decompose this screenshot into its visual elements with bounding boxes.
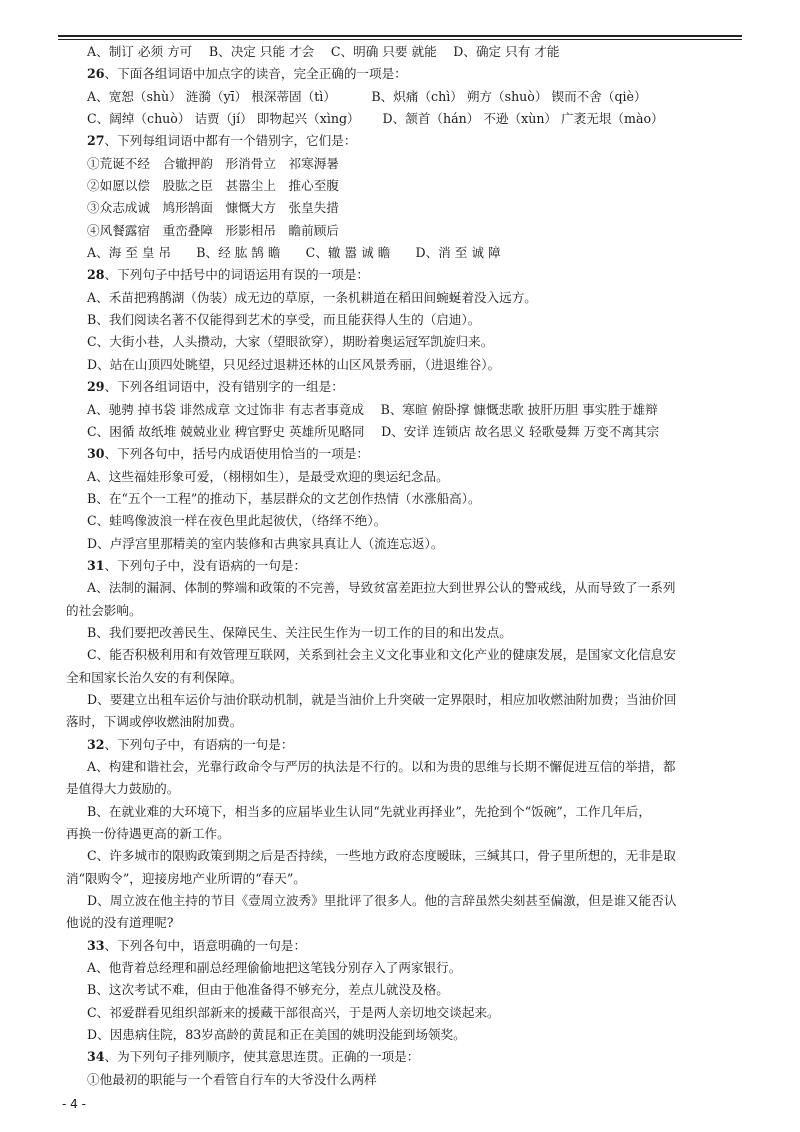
answer-option: B、这次考试不难，但由于他准备得不够充分，差点儿就没及格。 bbox=[87, 982, 449, 998]
continuation-line: 落时，下调或停收燃油附加费。 bbox=[66, 714, 243, 730]
header-rule bbox=[58, 35, 742, 37]
answer-option: C、大街小巷，人头攒动，大家（望眼欲穿），期盼着奥运冠军凯旋归来。 bbox=[87, 334, 494, 350]
answer-option: ①荒诞不经 合辙押韵 形消骨立 祁寒溽暑 bbox=[87, 155, 339, 171]
answer-option: D、要建立出租车运价与油价联动机制，就是当油价上升突破一定界限时，相应加收燃油附加费；当油价回 bbox=[87, 691, 677, 707]
answer-option: B、我们阅读名著不仅能得到艺术的享受，而且能获得人生的（启迪）。 bbox=[87, 312, 481, 328]
answer-option: B、在就业难的大环境下，相当多的应届毕业生认同“先就业再择业”，先抢到个“饭碗”，工作几年后， bbox=[87, 803, 651, 819]
question-number: 34 bbox=[87, 1049, 105, 1065]
question-stem bbox=[66, 130, 742, 152]
continuation-line: 再换一份待遇更高的新工作。 bbox=[66, 826, 230, 842]
question-number: 28 bbox=[87, 267, 105, 283]
answer-option: ④风餐露宿 重峦叠障 形影相吊 瞻前顾后 bbox=[87, 222, 339, 238]
question-number: 29 bbox=[87, 379, 105, 395]
answer-option: C、蛙鸣像波浪一样在夜色里此起彼伏，（络绎不绝）。 bbox=[87, 513, 387, 529]
question-stem bbox=[66, 734, 742, 756]
question-text: 、下列句子中括号中的词语运用有误的一项是： bbox=[104, 267, 369, 283]
answer-option: ②如愿以偿 股肱之臣 甚嚣尘上 推心至腹 bbox=[87, 178, 339, 194]
question-text: 、下列每组词语中都有一个错别字，它们是： bbox=[104, 133, 357, 149]
answer-option: A、制订 必须 方可 B、决定 只能 才会 C、明确 只要 就能 D、确定 只有 才能 bbox=[87, 44, 560, 59]
answer-option: A、法制的漏洞、体制的弊端和政策的不完善，导致贫富差距拉大到世界公认的警戒线，从而导致了一系列 bbox=[87, 580, 676, 596]
answer-option: ③众志成诚 鸠形鹄面 慷慨大方 张皇失措 bbox=[87, 200, 339, 216]
answer-option: C、祁爱群看见组织部新来的援藏干部很高兴，于是两人亲切地交谈起来。 bbox=[87, 1004, 500, 1020]
answer-option: C、许多城市的限购政策到期之后是否持续，一些地方政府态度暧昧，三缄其口，骨子里所想的，无非是取 bbox=[87, 848, 676, 864]
answer-option: B、我们要把改善民生、保障民生、关注民生作为一切工作的目的和出发点。 bbox=[87, 624, 512, 640]
question-text: 、下列句子中，没有语病的一句是： bbox=[104, 557, 307, 573]
question-stem bbox=[66, 376, 742, 398]
answer-option: C、阔绰（chuò） 诘贾（jí） 即物起兴（xìng） D、颔首（hán） 不逊（xùn） 广袤无垠（mào） bbox=[87, 111, 664, 127]
answer-option: D、卢浮宫里那精美的室内装修和古典家具真让人（流连忘返）。 bbox=[87, 535, 444, 551]
question-text: 、下列各句中，语意明确的一句是： bbox=[104, 937, 307, 953]
question-text: 、下列句子中，有语病的一句是： bbox=[104, 736, 294, 752]
question-text: 、下列各组词语中，没有错别字的一组是： bbox=[104, 379, 344, 395]
question-number: 31 bbox=[87, 557, 105, 573]
answer-option: A、他背着总经理和副总经理偷偷地把这笔钱分别存入了两家银行。 bbox=[87, 960, 462, 976]
question-number: 26 bbox=[87, 66, 105, 82]
question-number: 30 bbox=[87, 446, 105, 462]
continuation-line: 全和国家长治久安的有利保障。 bbox=[66, 669, 243, 685]
answer-option: D、因患病住院，83岁高龄的黄昆和正在美国的姚明没能到场领奖。 bbox=[87, 1027, 466, 1043]
answer-option: A、这些福娃形象可爱，（栩栩如生），是最受欢迎的奥运纪念品。 bbox=[87, 468, 449, 484]
question-text: 、下面各组词语中加点字的读音，完全正确的一项是： bbox=[104, 66, 407, 82]
answer-option: A、宽恕（shù） 涟漪（yī） 根深蒂固（tì） B、炽痛（chì） 朔方（shuò） 锲而不舍（qiè） bbox=[87, 88, 647, 104]
question-number: 33 bbox=[87, 937, 105, 953]
question-stem bbox=[66, 264, 742, 286]
header-rule-thin bbox=[58, 39, 742, 40]
question-number: 32 bbox=[87, 736, 105, 752]
continuation-line: 的社会影响。 bbox=[66, 602, 142, 618]
continuation-line: 是值得大力鼓励的。 bbox=[66, 781, 180, 797]
answer-option: D、周立波在他主持的节目《壹周立波秀》里批评了很多人。他的言辞虽然尖刻甚至偏激，但是谁又能否认 bbox=[87, 893, 677, 909]
question-stem bbox=[66, 555, 742, 577]
question-number: 27 bbox=[87, 133, 105, 149]
answer-option: A、禾苗把鸦鹊湖（伪装）成无边的草原，一条机耕道在稻田间蜿蜒着没入远方。 bbox=[87, 289, 537, 305]
answer-option: A、构建和谐社会，光靠行政命令与严厉的执法是不行的。以和为贵的思维与长期不懈促进互信的举措，都 bbox=[87, 759, 676, 774]
question-text: 、下列各句中，括号内成语使用恰当的一项是： bbox=[104, 446, 369, 462]
question-stem bbox=[66, 63, 742, 85]
answer-option: A、驰骋 掉书袋 诽然成章 文过饰非 有志者事竟成 B、寒暄 俯卧撑 慷慨悲歌 披肝历胆 事实胜于雄辩 bbox=[87, 401, 658, 417]
answer-option: C、能否积极利用和有效管理互联网，关系到社会主义文化事业和文化产业的健康发展，是国家文化信息安 bbox=[87, 647, 676, 663]
question-text: 、为下列句子排列顺序，使其意思连贯。正确的一项是： bbox=[104, 1049, 420, 1065]
continuation-line: 他说的没有道理呢? bbox=[66, 915, 174, 931]
page-number: - 4 - bbox=[62, 1097, 86, 1111]
answer-option: C、困循 故纸堆 兢兢业业 稗官野史 英雄所见略同 D、安详 连锁店 故名思义 轻歌曼舞 万变不离其宗 bbox=[87, 423, 660, 439]
exam-content bbox=[66, 41, 742, 1091]
answer-option: B、在“五个一工程”的推动下，基层群众的文艺创作热情（水涨船高）。 bbox=[87, 490, 481, 506]
answer-option: A、海 至 皇 吊 B、经 肱 鹄 瞻 C、辙 嚣 诚 瞻 D、消 至 诚 障 bbox=[87, 245, 501, 261]
question-stem bbox=[66, 935, 742, 957]
question-stem bbox=[66, 443, 742, 465]
answer-option: ①他最初的职能与一个看管自行车的大爷没什么两样 bbox=[87, 1071, 377, 1087]
continuation-line: 消“限购令”，迎接房地产业所谓的“春天”。 bbox=[66, 870, 306, 886]
question-stem bbox=[66, 1046, 742, 1068]
answer-option: D、站在山顶四处眺望，只见经过退耕还林的山区风景秀丽，（进退维谷）。 bbox=[87, 356, 501, 372]
